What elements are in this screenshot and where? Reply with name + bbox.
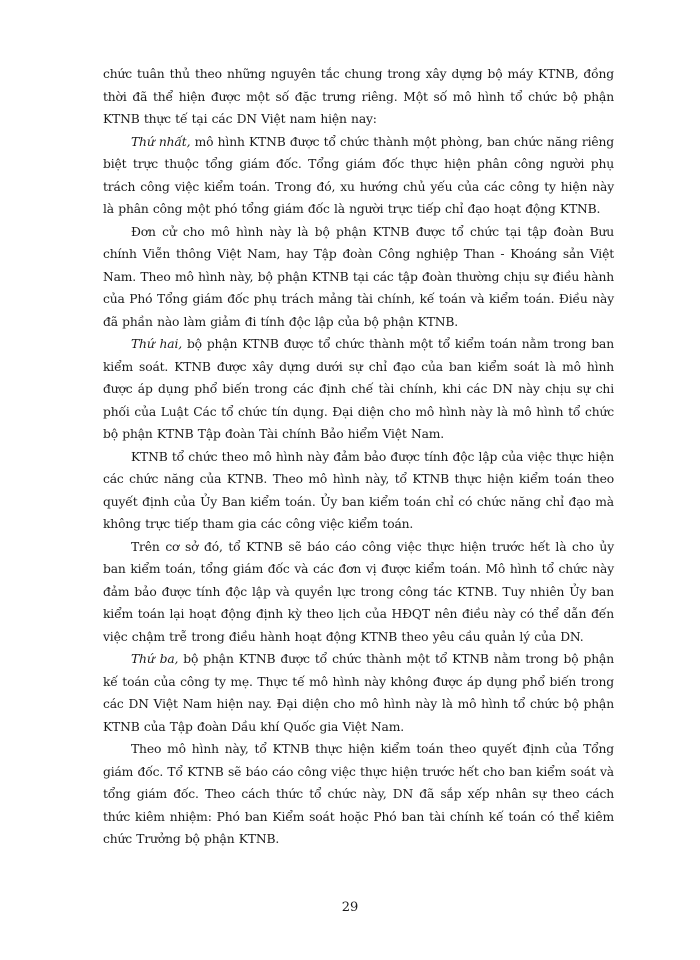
paragraph-7-lead: Thứ ba, (131, 652, 179, 666)
paragraph-3-example (103, 221, 614, 334)
paragraph-6-reporting (103, 536, 614, 649)
paragraph-8-concurrent (103, 738, 614, 851)
paragraph-5-independence (103, 446, 614, 536)
paragraph-2-lead: Thứ nhất, (131, 134, 191, 149)
paragraph-4-text: bộ phận KTNB được tổ chức thành một tổ kiểm toán nằm trong ban kiểm soát. KTNB được xây dựng dưới sự chỉ đạo của ban kiểm soát là mô hình được áp dụng phổ biến trong các định chế tài chính, khi các DN này chịu sự chi phối của Luật Các tổ chức tín dụng. Đại diện cho mô hình này là mô hình tổ chức bộ phận KTNB Tập đoàn Tài chính Bảo hiểm Việt Nam. (103, 337, 614, 441)
paragraph-5-text: KTNB tổ chức theo mô hình này đảm bảo được tính độc lập của việc thực hiện các chức năng của KTNB. Theo mô hình này, tổ KTNB thực hiện kiểm toán theo quyết định của Ủy Ban kiểm toán. Ủy ban kiểm toán chỉ có chức năng chỉ đạo mà không trực tiếp tham gia các công việc kiểm toán. (103, 449, 614, 531)
paragraph-7-text: bộ phận KTNB được tổ chức thành một tổ KTNB nằm trong bộ phận kế toán của công ty mẹ. Thực tế mô hình này không được áp dụng phổ biến trong các DN Việt Nam hiện nay. Đại diện cho mô hình này là mô hình tổ chức bộ phận KTNB của Tập đoàn Dầu khí Quốc gia Việt Nam. (103, 652, 614, 734)
paragraph-1-continuation (103, 63, 614, 131)
paragraph-1-text: chức tuân thủ theo những nguyên tắc chung trong xây dựng bộ máy KTNB, đồng thời đã thể hiện được một số đặc trưng riêng. Một số mô hình tổ chức bộ phận KTNB thực tế tại các DN Việt nam hiện nay: (103, 67, 614, 126)
page-number: 29 (341, 900, 359, 915)
paragraph-6-text: Trên cơ sở đó, tổ KTNB sẽ báo cáo công việc thực hiện trước hết là cho ủy ban kiểm toán, tổng giám đốc và các đơn vị được kiểm toán. Mô hình tổ chức này đảm bảo được tính độc lập và quyền lực trong công tác KTNB. Tuy nhiên Ủy ban kiểm toán lại hoạt động định kỳ theo lịch của HĐQT nên điều này có thể dẫn đến việc chậm trễ trong điều hành hoạt động KTNB theo yêu cầu quản lý của DN. (103, 539, 614, 644)
body-text (103, 63, 614, 851)
paragraph-8-text: Theo mô hình này, tổ KTNB thực hiện kiểm toán theo quyết định của Tổng giám đốc. Tổ KTNB sẽ báo cáo công việc thực hiện trước hết cho ban kiểm soát và tổng giám đốc. Theo cách thức tổ chức này, DN đã sắp xếp nhân sự theo cách thức kiêm nhiệm: Phó ban Kiểm soát hoặc Phó ban tài chính kế toán có thể kiêm chức Trưởng bộ phận KTNB. (103, 742, 614, 846)
paragraph-2-text: mô hình KTNB được tổ chức thành một phòng, ban chức năng riêng biệt trực thuộc tổng giám đốc. Tổng giám đốc thực hiện phân công người phụ trách công việc kiểm toán. Trong đó, xu hướng chủ yếu của các công ty hiện này là phân công một phó tổng giám đốc là người trực tiếp chỉ đạo hoạt động KTNB. (103, 134, 615, 216)
paragraph-2-first-model (103, 131, 614, 221)
paragraph-4-lead: Thứ hai, (131, 337, 183, 351)
paragraph-4-second-model (103, 333, 614, 446)
paragraph-3-text: Đơn cử cho mô hình này là bộ phận KTNB được tổ chức tại tập đoàn Bưu chính Viễn thông Việt Nam, hay Tập đoàn Công nghiệp Than - Khoáng sản Việt Nam. Theo mô hình này, bộ phận KTNB tại các tập đoàn thường chịu sự điều hành của Phó Tổng giám đốc phụ trách mảng tài chính, kế toán và kiểm toán. Điều này đã phần nào làm giảm đi tính độc lập của bộ phận KTNB. (103, 224, 614, 329)
paragraph-7-third-model (103, 648, 614, 738)
